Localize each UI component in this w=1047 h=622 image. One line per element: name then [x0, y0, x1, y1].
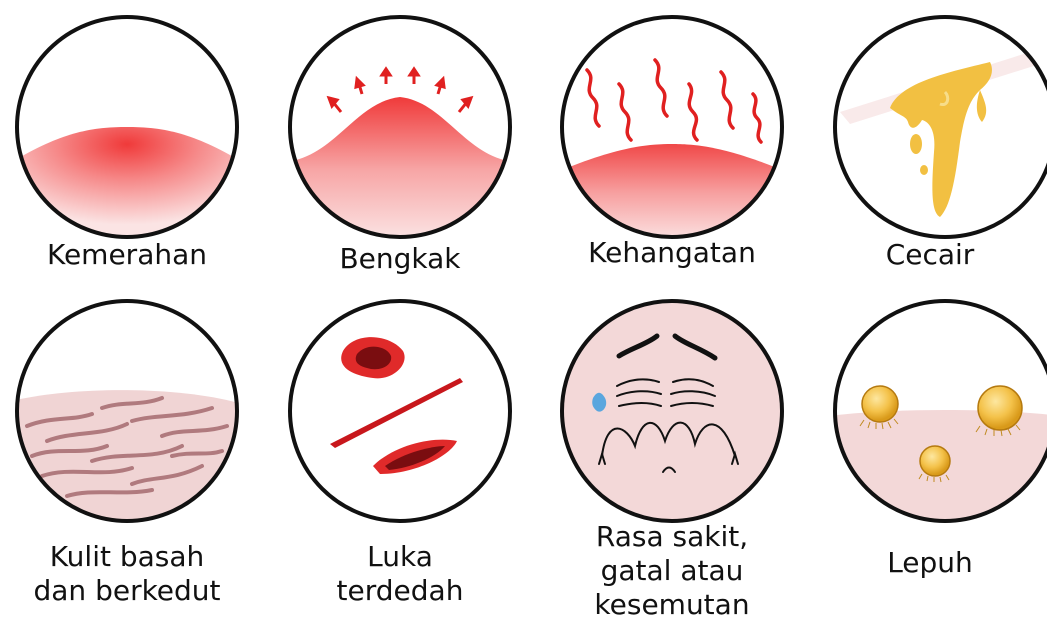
symptom-label: Kehangatan — [588, 236, 756, 269]
symptom-label: Rasa sakit, gatal atau kesemutan — [594, 520, 750, 621]
fluid-illustration — [830, 12, 1047, 242]
blister-illustration — [830, 296, 1047, 526]
symptom-label: Bengkak — [339, 242, 461, 275]
symptom-label: Kulit basah dan berkedut — [33, 540, 221, 607]
wrinkled-skin-illustration — [12, 296, 242, 526]
blister-icon — [920, 446, 950, 476]
symptom-label: Cecair — [885, 238, 975, 271]
symptom-label: Kemerahan — [46, 238, 207, 271]
blister-icon — [978, 386, 1022, 430]
blister-icon — [862, 386, 898, 422]
warmth-illustration — [557, 12, 787, 242]
swelling-illustration — [285, 12, 515, 242]
pain-face-illustration — [557, 296, 787, 526]
symptom-label: Lepuh — [887, 546, 973, 579]
redness-illustration — [12, 12, 242, 242]
open-wound-illustration — [285, 296, 515, 526]
symptom-label: Luka terdedah — [336, 540, 464, 607]
heat-waves-icon — [587, 60, 761, 142]
